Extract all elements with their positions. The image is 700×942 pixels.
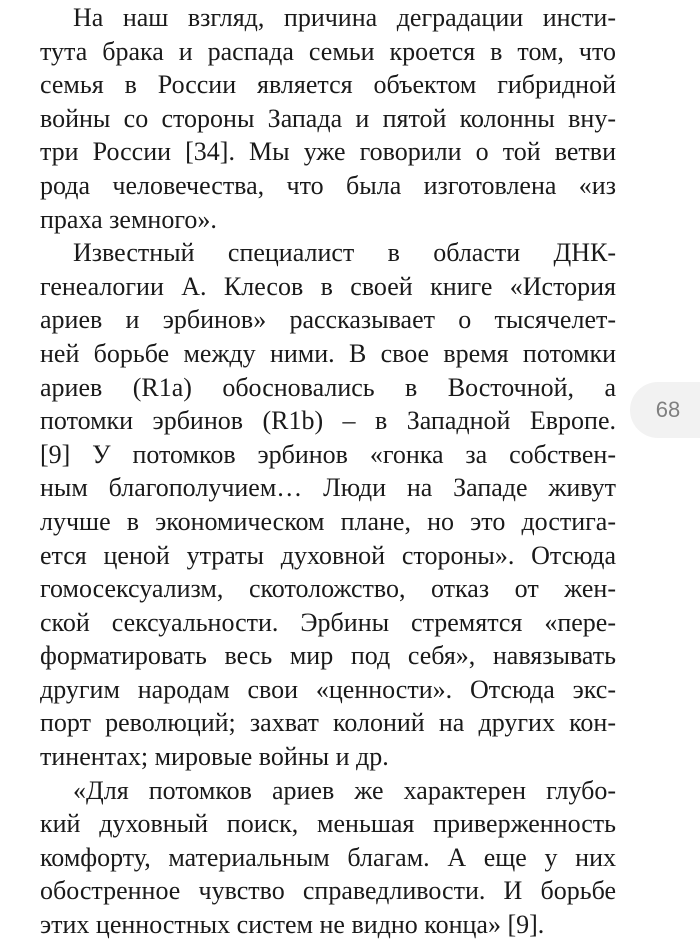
- text-line: три России [34]. Мы уже говорили о той ветви: [40, 137, 616, 167]
- text-line: кий духовный поиск, меньшая приверженность: [40, 809, 616, 839]
- text-line: обостренное чувство справедливости. И борьбе: [40, 876, 616, 906]
- text-line: тута брака и распада семьи кроется в том, что: [40, 36, 616, 66]
- text-line: ней борьбе между ними. В свое время потомки: [40, 338, 616, 368]
- text-line: [9] У потомков эрбинов «гонка за собствен-: [40, 439, 616, 469]
- text-line: Известный специалист в области ДНК-: [73, 238, 616, 268]
- text-line: ется ценой утраты духовной стороны». Отсюда: [40, 540, 616, 570]
- text-line: На наш взгляд, причина деградации инсти-: [73, 3, 616, 32]
- text-line: комфорту, материальным благам. А еще у них: [40, 842, 616, 872]
- text-line: ариев и эрбинов» рассказывает о тысячелет-: [40, 305, 616, 335]
- text-line: порт революций; захват колоний на других кон-: [40, 708, 616, 738]
- text-line: генеалогии А. Клесов в своей книге «История: [40, 271, 616, 301]
- book-page-text: [40, 1, 616, 942]
- text-line: войны со стороны Запада и пятой колонны вну-: [40, 103, 616, 133]
- text-line: «Для потомков ариев же характерен глубо-: [73, 775, 616, 805]
- text-line: тинентах; мировые войны и др.: [40, 742, 389, 772]
- text-line: гомосексуализм, скотоложство, отказ от жен-: [40, 574, 616, 604]
- text-line: семья в России является объектом гибридной: [40, 70, 616, 100]
- text-line: ариев (R1a) обосновались в Восточной, а: [40, 372, 616, 402]
- text-line: праха земного».: [40, 204, 217, 234]
- page-number: 68: [655, 397, 681, 422]
- text-line: ской сексуальности. Эрбины стремятся «пере-: [40, 607, 616, 637]
- text-line: другим народам свои «ценности». Отсюда экс-: [40, 674, 616, 704]
- text-line: форматировать весь мир под себя», навязывать: [40, 641, 616, 671]
- text-line: этих ценностных систем не видно конца» [9].: [40, 910, 545, 940]
- text-line: ным благополучием… Люди на Западе живут: [40, 473, 616, 503]
- text-line: потомки эрбинов (R1b) – в Западной Европе.: [40, 406, 616, 436]
- text-line: рода человечества, что была изготовлена «из: [40, 170, 616, 200]
- page-number-tab: [630, 382, 700, 438]
- text-line: лучше в экономическом плане, но это достига-: [40, 506, 616, 536]
